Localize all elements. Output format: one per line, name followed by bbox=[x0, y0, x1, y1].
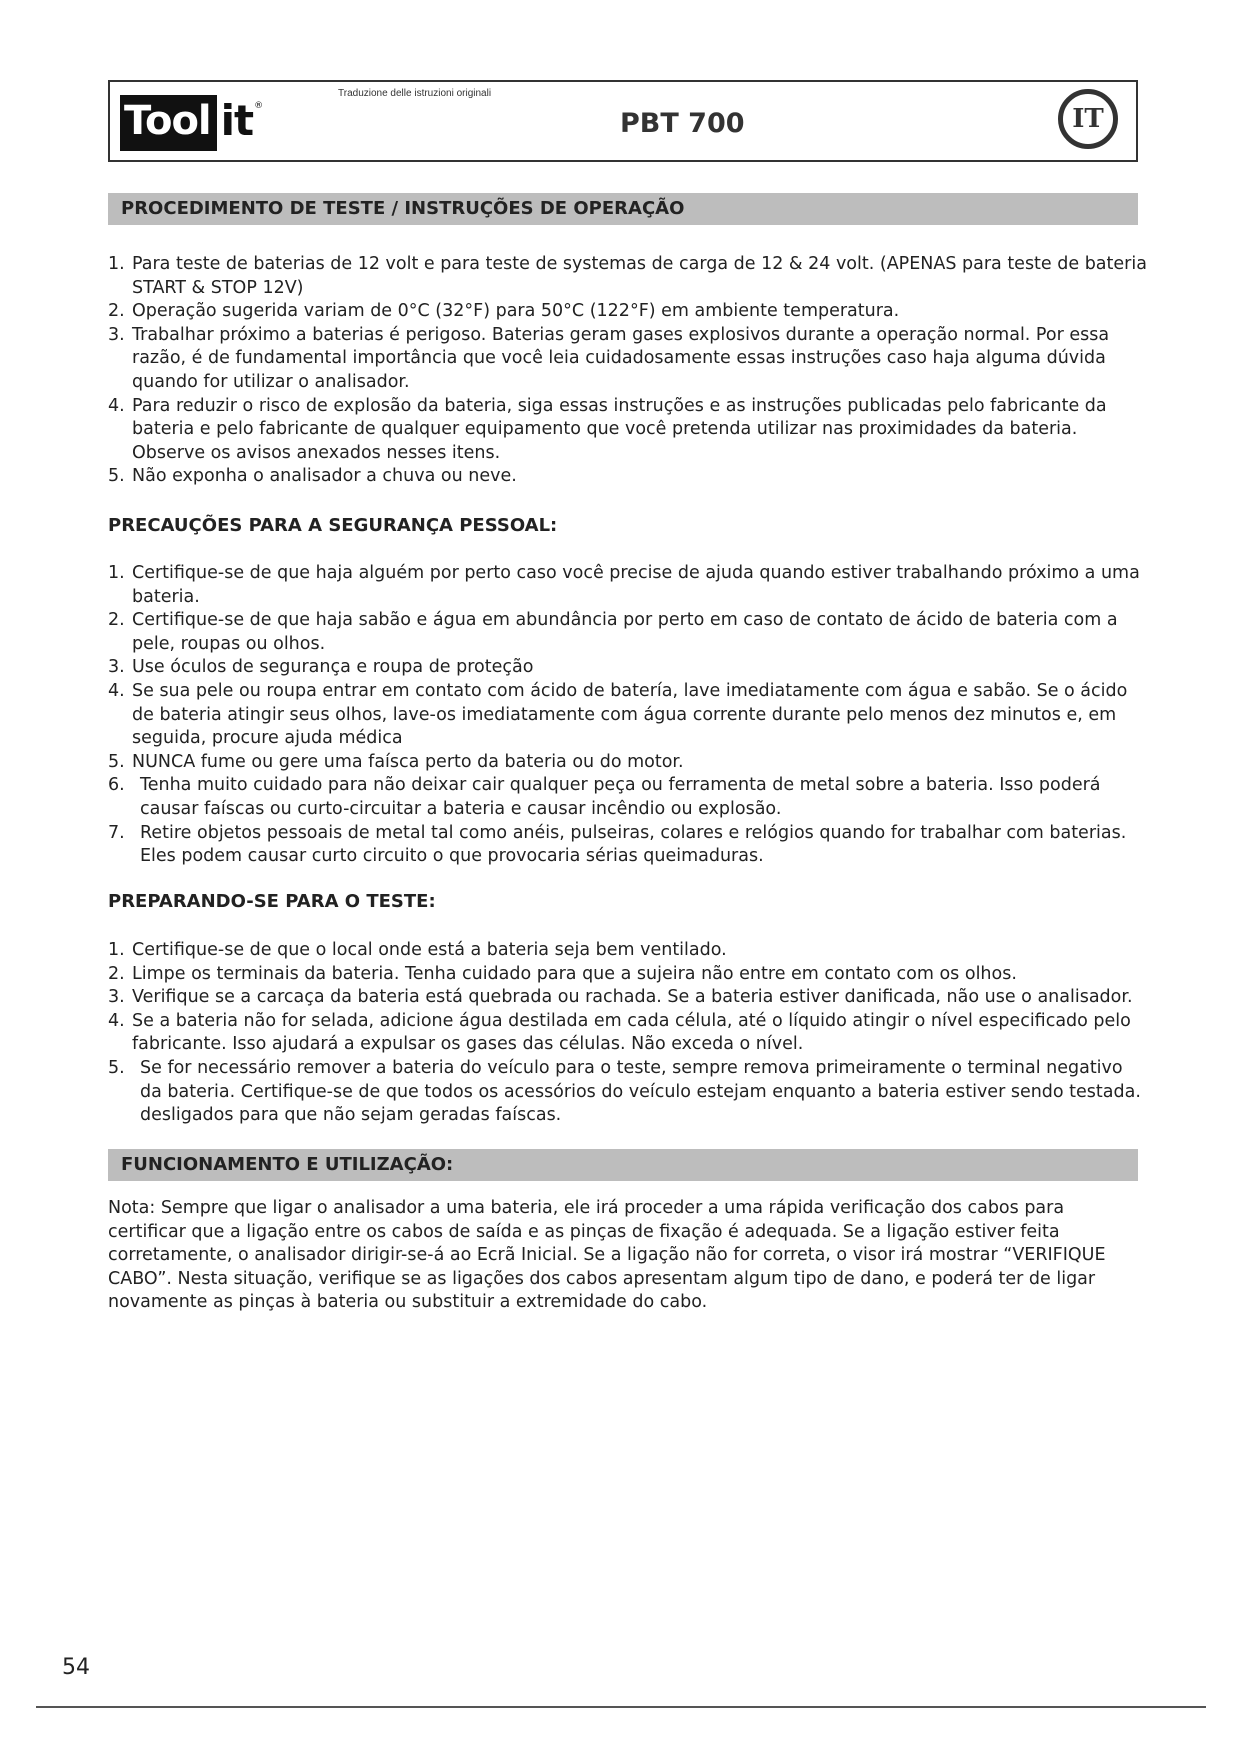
section-title-preparing: PREPARANDO-SE PARA O TESTE: bbox=[108, 891, 436, 912]
list-item bbox=[108, 963, 1148, 987]
section-title-personal-safety: PRECAUÇÕES PARA A SEGURANÇA PESSOAL: bbox=[108, 515, 558, 536]
list-item bbox=[108, 300, 1148, 324]
section-title-operation: FUNCIONAMENTO E UTILIZAÇÃO: bbox=[108, 1149, 1138, 1181]
item-text: Se for necessário remover a bateria do veículo para o teste, sempre remova primeiramente o terminal negativo da bateria. Certifique-se de que todos os acessórios do veículo estejam enquanto a bateria estiver sendo testada. desligados para que não sejam geradas faíscas. bbox=[140, 1057, 1141, 1126]
list-item bbox=[108, 986, 1148, 1010]
list-item bbox=[108, 1057, 1148, 1128]
item-text: NUNCA fume ou gere uma faísca perto da bateria ou do motor. bbox=[132, 751, 684, 772]
item-number: 5. bbox=[108, 751, 125, 772]
item-number: 3. bbox=[108, 657, 125, 678]
item-text: Certifique-se de que haja sabão e água em abundância por perto em caso de contato de ácido de bateria com a pele, roupas ou olhos. bbox=[132, 610, 1118, 654]
list-item bbox=[108, 680, 1148, 751]
item-number: 6. bbox=[108, 775, 125, 796]
item-number: 4. bbox=[108, 395, 125, 416]
list-item bbox=[108, 751, 1148, 775]
item-number: 1. bbox=[108, 940, 125, 960]
item-text: Tenha muito cuidado para não deixar cair qualquer peça ou ferramenta de metal sobre a bateria. Isso poderá causar faíscas ou curto-circuitar a bateria e causar incêndio ou explosão. bbox=[140, 775, 1101, 819]
list-item bbox=[108, 939, 1148, 963]
item-text: Se a bateria não for selada, adicione água destilada em cada célula, até o líquido atingir o nível especificado pelo fabricante. Isso ajudará a expulsar os gases das células. Não exceda o nível. bbox=[132, 1010, 1131, 1055]
logo-it-text: it bbox=[220, 96, 254, 145]
item-number: 1. bbox=[108, 563, 125, 583]
list-item bbox=[108, 656, 1148, 680]
item-text: Operação sugerida variam de 0°C (32°F) para 50°C (122°F) em ambiente temperatura. bbox=[132, 301, 900, 322]
item-text: Retire objetos pessoais de metal tal como anéis, pulseiras, colares e relógios quando for trabalhar com baterias. Eles podem causar curto circuito o que provocaria sérias queimaduras. bbox=[140, 822, 1127, 867]
item-number: 7. bbox=[108, 822, 125, 843]
item-text: Trabalhar próximo a baterias é perigoso. Baterias geram gases explosivos durante a operação normal. Por essa razão, é de fundamental importância que você leia cuidadosamente essas instruções caso haja alguma dúvida quando for utilizar o analisador. bbox=[132, 324, 1110, 392]
footer-divider bbox=[36, 1706, 1206, 1708]
item-number: 4. bbox=[108, 680, 125, 701]
list-item bbox=[108, 774, 1148, 821]
personal-safety-list bbox=[108, 562, 1148, 869]
item-number: 4. bbox=[108, 1010, 125, 1031]
list-item bbox=[108, 465, 1148, 489]
language-badge: IT bbox=[1058, 89, 1118, 149]
item-number: 5. bbox=[108, 1057, 125, 1078]
item-number: 2. bbox=[108, 963, 125, 984]
list-item bbox=[108, 822, 1148, 869]
translation-note: Traduzione delle istruzioni originali bbox=[338, 88, 492, 99]
list-item bbox=[108, 253, 1148, 300]
preparing-list bbox=[108, 939, 1148, 1128]
toolit-logo bbox=[120, 95, 263, 151]
item-text: Não exponha o analisador a chuva ou neve. bbox=[132, 466, 517, 487]
item-text: Para teste de baterias de 12 volt e para teste de systemas de carga de 12 & 24 volt. (APENAS para teste de bateria START & STOP 12V) bbox=[132, 254, 1147, 298]
item-number: 2. bbox=[108, 610, 125, 631]
item-number: 3. bbox=[108, 324, 125, 345]
logo-tool-text: Tool bbox=[120, 95, 217, 151]
item-number: 5. bbox=[108, 466, 125, 487]
list-item bbox=[108, 324, 1148, 395]
list-item bbox=[108, 609, 1148, 656]
item-text: Limpe os terminais da bateria. Tenha cuidado para que a sujeira não entre em contato com os olhos. bbox=[132, 963, 1017, 984]
item-number: 3. bbox=[108, 987, 125, 1008]
operation-note: Nota: Sempre que ligar o analisador a uma bateria, ele irá proceder a uma rápida verificação dos cabos para certificar que a ligação entre os cabos de saída e as pinças de fixação é adequada. Se a ligação estiver feita corretamente, o analisador dirigir-se-á ao Ecrã Inicial. Se a ligação não for correta, o visor irá mostrar “VERIFIQUE CABO”. Nesta situação, verifique se as ligações dos cabos apresentam algum tipo de dano, e poderá ter de ligar novamente as pinças à bateria ou substituir a extremidade do cabo. bbox=[108, 1198, 1106, 1313]
page-number: 54 bbox=[62, 1655, 90, 1680]
list-item bbox=[108, 395, 1148, 466]
registered-mark: ® bbox=[254, 101, 264, 111]
item-number: 2. bbox=[108, 301, 125, 322]
item-text: Verifique se a carcaça da bateria está quebrada ou rachada. Se a bateria estiver danificada, não use o analisador. bbox=[132, 987, 1133, 1008]
test-procedure-list bbox=[108, 253, 1148, 489]
list-item bbox=[108, 562, 1148, 609]
item-text: Para reduzir o risco de explosão da bateria, siga essas instruções e as instruções publicadas pelo fabricante da bateria e pelo fabricante de qualquer equipamento que você pretenda utilizar nas proximidades da bateria. Observe os avisos anexados nesses itens. bbox=[132, 395, 1107, 463]
item-text: Certifique-se de que o local onde está a bateria seja bem ventilado. bbox=[132, 940, 727, 960]
document-header bbox=[108, 80, 1138, 162]
item-number: 1. bbox=[108, 254, 125, 274]
section-title-test-procedure: PROCEDIMENTO DE TESTE / INSTRUÇÕES DE OPERAÇÃO bbox=[108, 193, 1138, 225]
item-text: Se sua pele ou roupa entrar em contato com ácido de batería, lave imediatamente com água e sabão. Se o ácido de bateria atingir seus olhos, lave-os imediatamente com água corrente durante pelo menos dez minutos e, em seguida, procure ajuda médica bbox=[132, 680, 1128, 749]
model-title: PBT 700 bbox=[620, 108, 745, 139]
item-text: Use óculos de segurança e roupa de proteção bbox=[132, 657, 534, 678]
item-text: Certifique-se de que haja alguém por perto caso você precise de ajuda quando estiver trabalhando próximo a uma bateria. bbox=[132, 563, 1140, 607]
list-item bbox=[108, 1010, 1148, 1057]
